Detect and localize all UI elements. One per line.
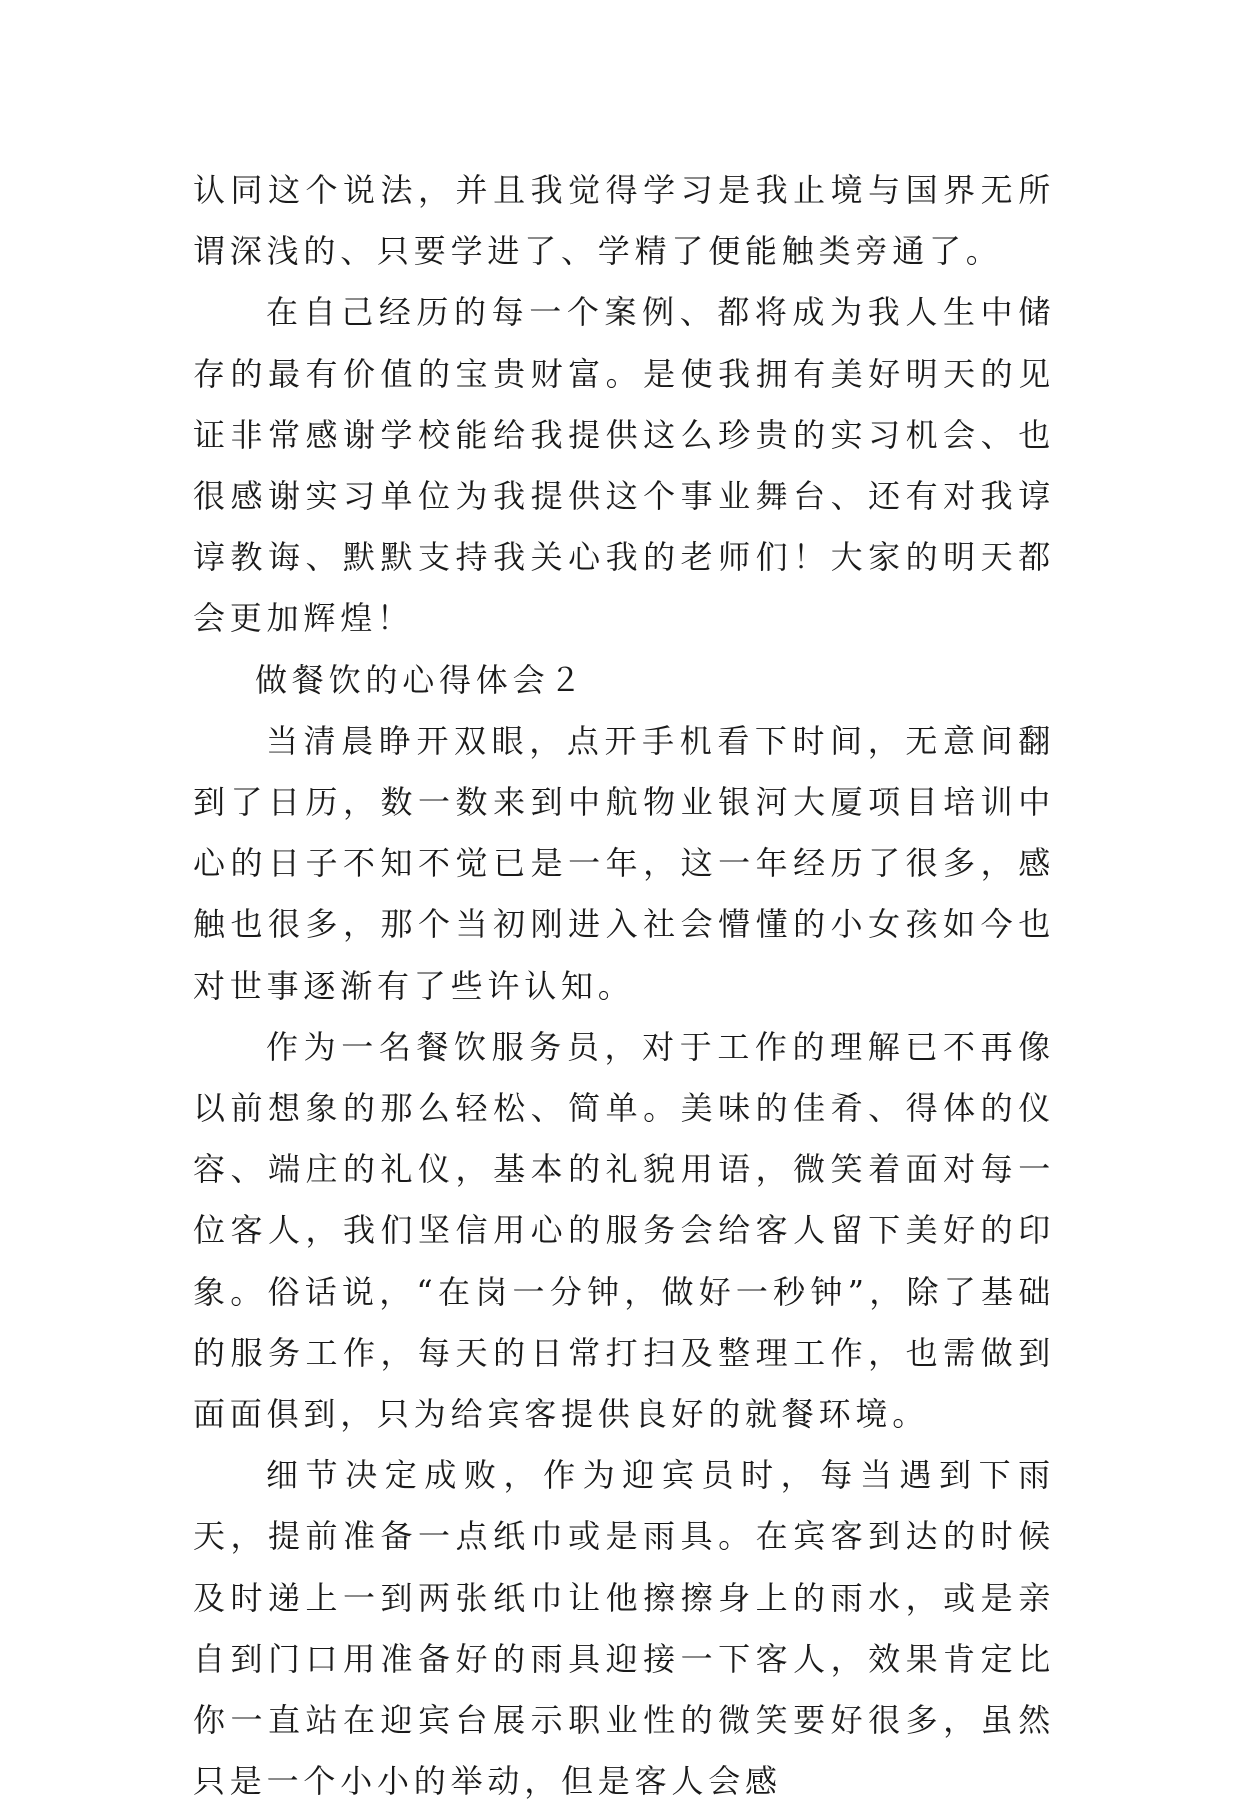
paragraph-continuation: 认同这个说法，并且我觉得学习是我止境与国界无所谓深浅的、只要学进了、学精了便能触类旁通了。 <box>193 171 1055 271</box>
section-heading: 做餐饮的心得体会２ <box>255 660 587 699</box>
paragraph-waiter-role: 作为一名餐饮服务员，对于工作的理解已不再像以前想象的那么轻松、简单。美味的佳肴、得体的仪容、端庄的礼仪，基本的礼貌用语，微笑着面对每一位客人，我们坚信用心的服务会给客人留下美好的印象。俗话说，“在岗一分钟，做好一秒钟”，除了基础的服务工作，每天的日常打扫及整理工作，也需做到面面俱到，只为给宾客提供良好的就餐环境。 <box>193 1027 1055 1434</box>
paragraph-details: 细节决定成败，作为迎宾员时，每当遇到下雨天，提前准备一点纸巾或是雨具。在宾客到达的时候及时递上一到两张纸巾让他擦擦身上的雨水，或是亲自到门口用准备好的雨具迎接一下客人，效果肯定比你一直站在迎宾台展示职业性的微笑要好很多，虽然只是一个小小的举动，但是客人会感 <box>193 1456 1055 1801</box>
paragraph-case-value: 在自己经历的每一个案例、都将成为我人生中储存的最有价值的宝贵财富。是使我拥有美好明天的见证非常感谢学校能给我提供这么珍贵的实习机会、也很感谢实习单位为我提供这个事业舞台、还有对我谆谆教诲、默默支持我关心我的老师们！大家的明天都会更加辉煌！ <box>193 293 1055 638</box>
document-page <box>193 160 1055 1812</box>
paragraph-morning: 当清晨睁开双眼，点开手机看下时间，无意间翻到了日历，数一数来到中航物业银河大厦项目培训中心的日子不知不觉已是一年，这一年经历了很多，感触也很多，那个当初刚进入社会懵懂的小女孩如今也对世事逐渐有了些许认知。 <box>193 721 1055 1005</box>
